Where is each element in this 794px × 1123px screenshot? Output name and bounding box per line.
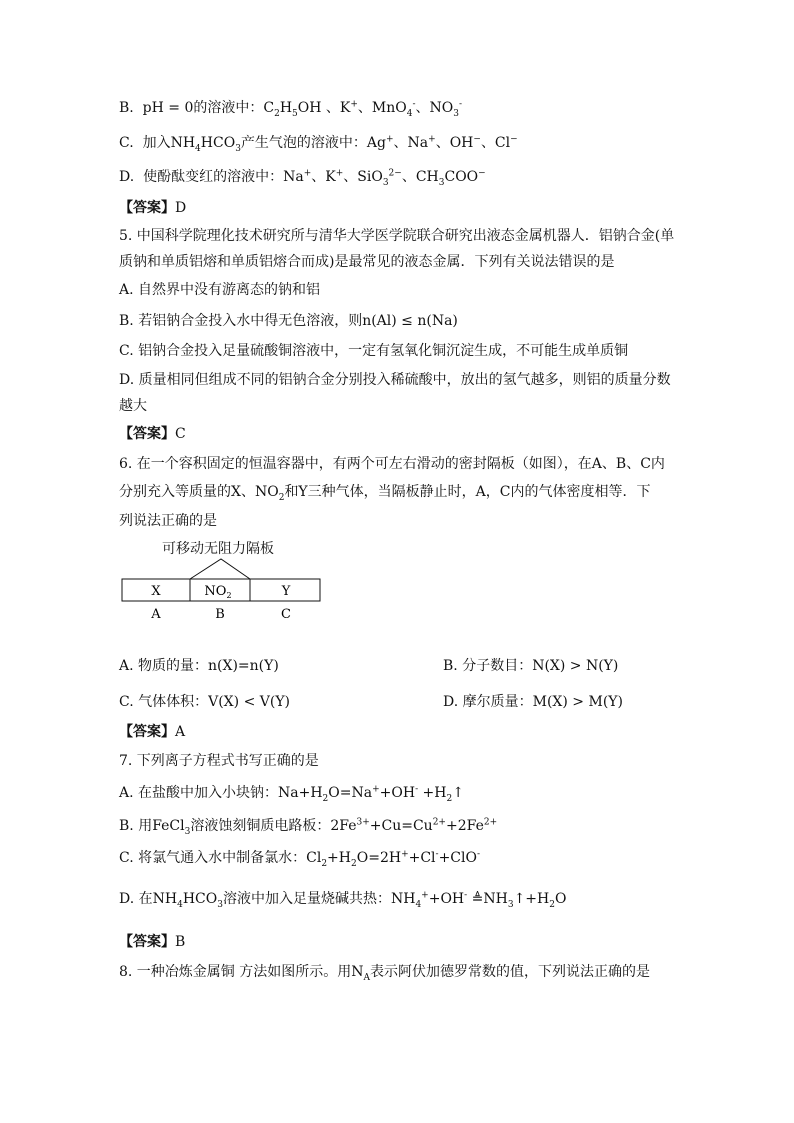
q8-stem: 8. 一种冶炼金属铜 方法如图所示。用$N_A$表示阿伏加德罗常数的值，下列说法正确的是 — [119, 964, 651, 983]
q7-answer: 【答案】B — [119, 934, 186, 950]
cell-y: Y — [281, 584, 291, 599]
q5-stem-line2: 质钠和单质铝熔和单质铝熔合而成)是最常见的液态金属．下列有关说法错误的是 — [119, 254, 615, 270]
q6-stem-line3: 列说法正确的是 — [119, 513, 217, 529]
label-b: B — [215, 607, 225, 622]
cell-x: X — [151, 584, 161, 599]
label-a: A — [151, 607, 161, 622]
q7-stem: 7. 下列离子方程式书写正确的是 — [119, 753, 319, 769]
q6-option-a: A. 物质的量：n(X)=n(Y) — [119, 658, 279, 674]
q6-option-b: B. 分子数目：N(X) > N(Y) — [443, 658, 619, 674]
q5-option-a: A. 自然界中没有游离态的钠和铝 — [119, 282, 321, 298]
partition-pointer — [190, 559, 250, 579]
q7-option-d: D. 在$NH_4HCO_3$溶液中加入足量烧碱共热：$NH_4^++OH^-$ $≜NH_3↑+H_2O$ — [119, 890, 567, 910]
q5-stem-line1: 5. 中国科学院理化技术研究所与清华大学医学院联合研究出液态金属机器人．铝钠合金(单 — [119, 228, 675, 244]
q7-option-b: B. 用FeCl$_3$溶液蚀刻铜质电路板：$2Fe^{3+}+Cu=Cu^{2+}+2Fe^{2+}$ — [119, 817, 498, 837]
container-diagram — [118, 555, 328, 627]
diagram-title: 可移动无阻力隔板 — [162, 541, 274, 557]
q5-option-d-line2: 越大 — [119, 398, 147, 414]
q7-option-c: C. 将氯气通入水中制备氯水：$Cl_2+H_2O=2H^++Cl^-+ClO^-$ — [119, 849, 481, 869]
q6-option-c: C. 气体体积：V(X) < V(Y) — [119, 694, 291, 710]
q4-option-d: D. 使酚酞变红的溶液中：Na+、K+、SiO$_3^{2-}$、$CH_3COO^-$ — [119, 168, 486, 188]
q5-option-b: B. 若铝钠合金投入水中得无色溶液，则n(Al) ≤ n(Na) — [119, 313, 458, 329]
q6-stem-line1: 6. 在一个容积固定的恒温容器中，有两个可左右滑动的密封隔板（如图），在A、B、C内 — [119, 456, 665, 472]
q6-stem-line2: 分别充入等质量的X、$NO_2$和Y三种气体，当隔板静止时，A，C内的气体密度相等．下 — [119, 484, 651, 503]
q4-option-b: B. pH = 0的溶液中：$C_2H_5OH$ 、K+、MnO$_4$-、$NO_3^-$ — [119, 99, 463, 119]
q5-answer: 【答案】C — [119, 426, 186, 442]
q4-option-c: C. 加入$NH_4HCO_3$产生气泡的溶液中：Ag+、Na+、OH−、Cl− — [119, 134, 518, 154]
q7-option-a: A. 在盐酸中加入小块钠：$Na+H_2O=Na^++OH^-$ $+H_2↑$ — [119, 784, 464, 804]
q5-option-d-line1: D. 质量相同但组成不同的铝钠合金分别投入稀硫酸中，放出的氢气越多，则铝的质量分数 — [119, 372, 671, 388]
q6-option-d: D. 摩尔质量：M(X) > M(Y) — [443, 694, 623, 710]
q5-option-c: C. 铝钠合金投入足量硫酸铜溶液中，一定有氢氧化铜沉淀生成，不可能生成单质铜 — [119, 343, 629, 359]
q6-answer: 【答案】A — [119, 724, 186, 740]
label-c: C — [281, 607, 291, 622]
cell-no2: $NO_2$ — [204, 584, 232, 600]
q4-answer: 【答案】D — [119, 200, 187, 216]
